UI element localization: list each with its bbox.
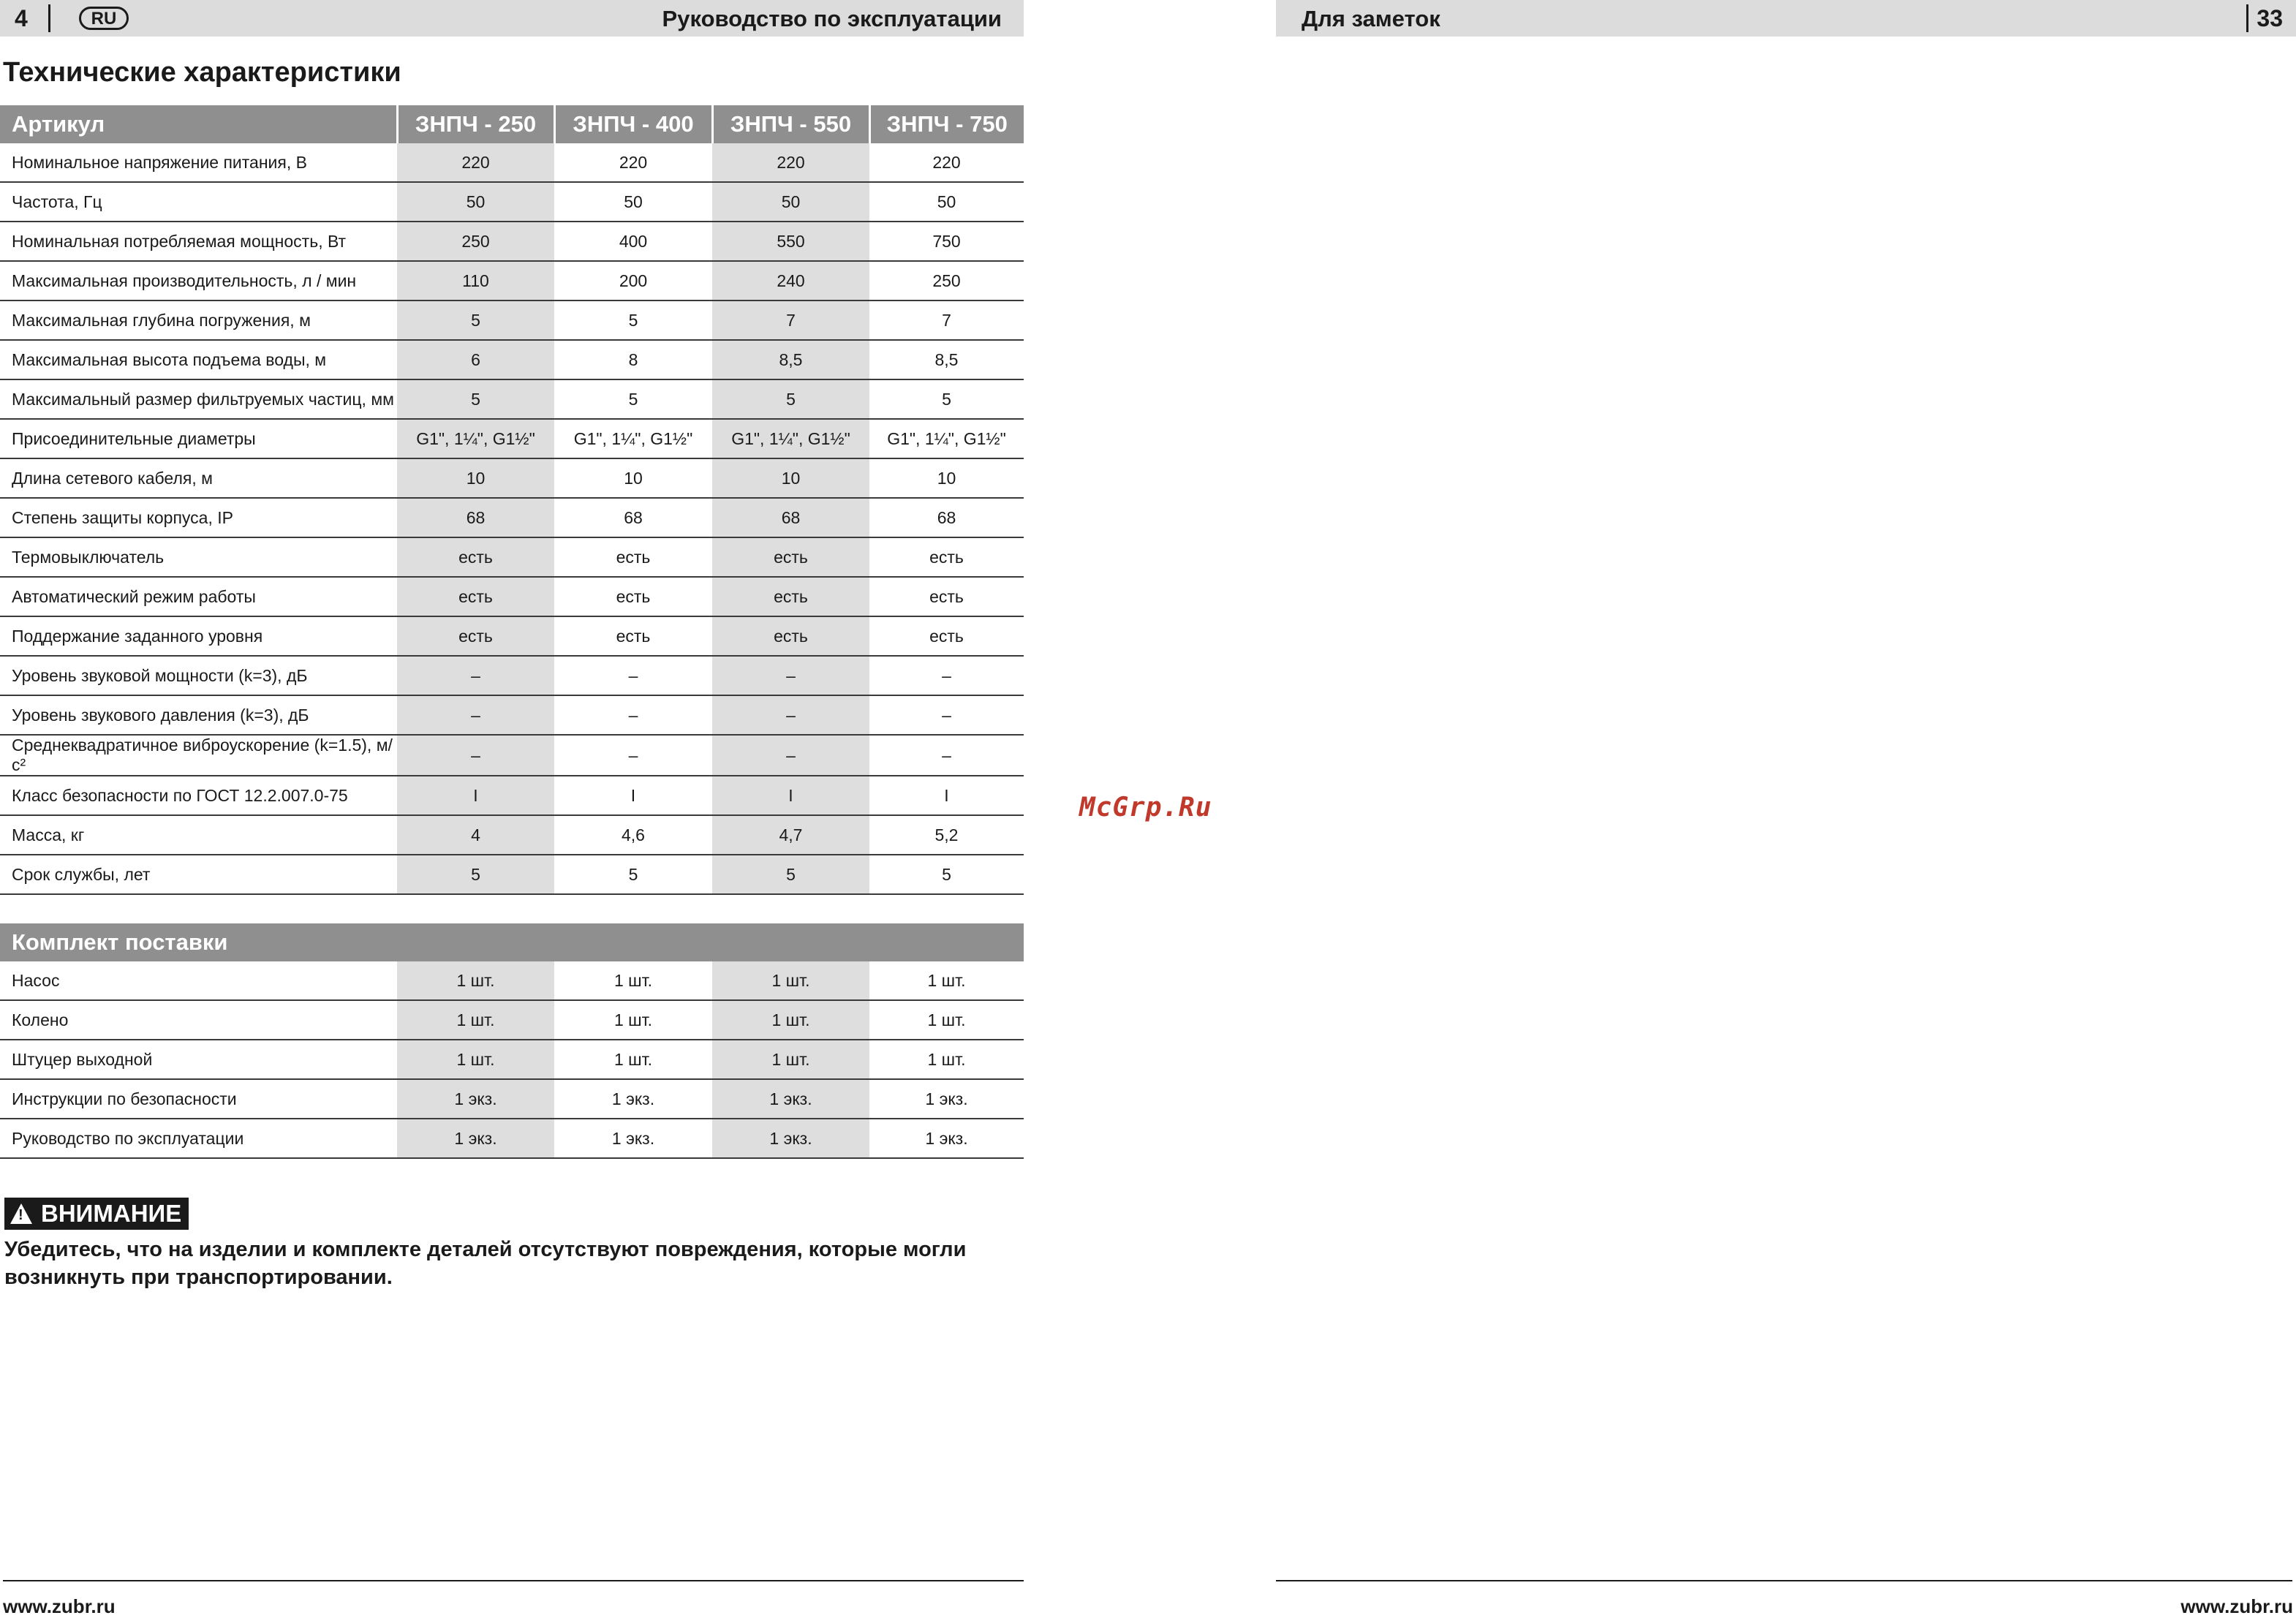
row-label: Колено: [0, 1000, 397, 1040]
cell-value: 10: [869, 458, 1024, 498]
row-label: Масса, кг: [0, 815, 397, 855]
cell-value: 5: [554, 379, 712, 419]
header-separator: [48, 4, 50, 32]
cell-value: 4: [397, 815, 554, 855]
table-row: [0, 143, 1024, 182]
cell-value: 5: [712, 855, 869, 894]
cell-value: 5: [554, 300, 712, 340]
page-number-left: 4: [15, 5, 28, 31]
cell-value: 6: [397, 340, 554, 379]
cell-value: есть: [554, 616, 712, 656]
cell-value: 50: [712, 182, 869, 222]
cell-value: есть: [869, 616, 1024, 656]
cell-value: 1 шт.: [869, 961, 1024, 1000]
footer-rule-left: [3, 1580, 1024, 1581]
table-row: [0, 1119, 1024, 1158]
cell-value: 8,5: [712, 340, 869, 379]
cell-value: –: [554, 656, 712, 695]
cell-value: –: [712, 656, 869, 695]
cell-value: 550: [712, 222, 869, 261]
cell-value: –: [712, 735, 869, 776]
notes-header-title: Для заметок: [1302, 6, 1440, 31]
row-label: Среднеквадратичное виброускорение (k=1.5), м/с²: [0, 735, 397, 776]
spec-table: [0, 105, 1024, 895]
cell-value: 50: [869, 182, 1024, 222]
table-row: [0, 498, 1024, 537]
cell-value: 220: [712, 143, 869, 182]
warning-text: Убедитесь, что на изделии и комплекте деталей отсутствуют повреждения, которые могли возникнуть при транспортировании.: [4, 1238, 967, 1289]
right-page: [1276, 0, 2296, 1615]
cell-value: 5,2: [869, 815, 1024, 855]
row-label: Штуцер выходной: [0, 1040, 397, 1079]
kit-table: [0, 923, 1024, 1159]
cell-value: 5: [397, 300, 554, 340]
table-row: [0, 300, 1024, 340]
left-page: [0, 0, 1024, 1615]
footer-rule-right: [1276, 1580, 2292, 1581]
cell-value: 10: [712, 458, 869, 498]
table-row: [0, 182, 1024, 222]
cell-value: 5: [712, 379, 869, 419]
row-label: Максимальная глубина погружения, м: [0, 300, 397, 340]
cell-value: 5: [397, 379, 554, 419]
cell-value: 220: [397, 143, 554, 182]
row-label: Автоматический режим работы: [0, 577, 397, 616]
cell-value: 250: [869, 261, 1024, 300]
cell-value: 1 экз.: [397, 1079, 554, 1119]
cell-value: 68: [554, 498, 712, 537]
cell-value: есть: [397, 537, 554, 577]
cell-value: –: [397, 656, 554, 695]
row-label: Степень защиты корпуса, IP: [0, 498, 397, 537]
row-label: Максимальная производительность, л / мин: [0, 261, 397, 300]
cell-value: –: [397, 735, 554, 776]
row-label: Уровень звуковой мощности (k=3), дБ: [0, 656, 397, 695]
table-row: [0, 537, 1024, 577]
page-number-right: 33: [2257, 5, 2283, 31]
cell-value: 10: [554, 458, 712, 498]
table-row: [0, 1040, 1024, 1079]
cell-value: 1 экз.: [869, 1119, 1024, 1158]
table-row: [0, 340, 1024, 379]
row-label: Уровень звукового давления (k=3), дБ: [0, 695, 397, 735]
cell-value: 10: [397, 458, 554, 498]
cell-value: 50: [554, 182, 712, 222]
cell-value: 7: [869, 300, 1024, 340]
table-row: [0, 616, 1024, 656]
table-row: [0, 458, 1024, 498]
cell-value: G1", 1¼", G1½": [869, 419, 1024, 458]
row-label: Максимальный размер фильтруемых частиц, мм: [0, 379, 397, 419]
cell-value: 220: [554, 143, 712, 182]
table-row: [0, 1000, 1024, 1040]
row-label: Частота, Гц: [0, 182, 397, 222]
cell-value: G1", 1¼", G1½": [712, 419, 869, 458]
table-row: [0, 261, 1024, 300]
cell-value: –: [554, 695, 712, 735]
cell-value: 400: [554, 222, 712, 261]
table-row: [0, 815, 1024, 855]
footer-site-right[interactable]: www.zubr.ru: [2180, 1595, 2293, 1617]
cell-value: 4,6: [554, 815, 712, 855]
cell-value: 1 экз.: [397, 1119, 554, 1158]
cell-value: 110: [397, 261, 554, 300]
table-row: [0, 379, 1024, 419]
cell-value: 1 экз.: [869, 1079, 1024, 1119]
right-header-bar: [1276, 0, 2296, 37]
table-row: [0, 1079, 1024, 1119]
warning-triangle-icon: [10, 1203, 32, 1224]
cell-value: I: [712, 776, 869, 815]
cell-value: есть: [869, 537, 1024, 577]
cell-value: есть: [712, 577, 869, 616]
row-label: Длина сетевого кабеля, м: [0, 458, 397, 498]
language-badge: RU: [79, 7, 129, 30]
table-row: [0, 577, 1024, 616]
cell-value: 8,5: [869, 340, 1024, 379]
cell-value: 1 шт.: [554, 1000, 712, 1040]
cell-value: 7: [712, 300, 869, 340]
cell-value: есть: [554, 537, 712, 577]
cell-value: есть: [712, 537, 869, 577]
cell-value: 5: [397, 855, 554, 894]
table-row: [0, 656, 1024, 695]
cell-value: есть: [397, 577, 554, 616]
cell-value: 1 шт.: [554, 961, 712, 1000]
cell-value: 1 экз.: [712, 1119, 869, 1158]
cell-value: 1 шт.: [712, 1000, 869, 1040]
cell-value: есть: [397, 616, 554, 656]
cell-value: есть: [712, 616, 869, 656]
row-label: Номинальное напряжение питания, В: [0, 143, 397, 182]
cell-value: 1 шт.: [712, 1040, 869, 1079]
cell-value: G1", 1¼", G1½": [554, 419, 712, 458]
warning-label: ВНИМАНИЕ: [41, 1200, 182, 1227]
row-label: Насос: [0, 961, 397, 1000]
cell-value: 68: [397, 498, 554, 537]
table-row: [0, 776, 1024, 815]
cell-value: –: [554, 735, 712, 776]
spec-table-header: [0, 105, 1024, 143]
cell-value: 1 шт.: [869, 1040, 1024, 1079]
cell-value: 1 экз.: [554, 1119, 712, 1158]
left-header-bar: [0, 0, 1024, 37]
table-row: [0, 695, 1024, 735]
header-model-3: ЗНПЧ - 550: [712, 105, 869, 143]
cell-value: 250: [397, 222, 554, 261]
cell-value: 240: [712, 261, 869, 300]
cell-value: 1 шт.: [397, 1040, 554, 1079]
cell-value: 1 шт.: [397, 961, 554, 1000]
header-article: Артикул: [0, 105, 397, 143]
row-label: Поддержание заданного уровня: [0, 616, 397, 656]
cell-value: 68: [712, 498, 869, 537]
cell-value: 750: [869, 222, 1024, 261]
cell-value: I: [554, 776, 712, 815]
cell-value: –: [397, 695, 554, 735]
warning-badge: [4, 1198, 189, 1230]
header-model-2: ЗНПЧ - 400: [554, 105, 712, 143]
header-model-4: ЗНПЧ - 750: [869, 105, 1024, 143]
cell-value: есть: [869, 577, 1024, 616]
cell-value: –: [712, 695, 869, 735]
footer-site-left[interactable]: www.zubr.ru: [3, 1595, 116, 1617]
cell-value: –: [869, 695, 1024, 735]
table-row: [0, 961, 1024, 1000]
cell-value: есть: [554, 577, 712, 616]
cell-value: 5: [554, 855, 712, 894]
cell-value: 5: [869, 855, 1024, 894]
cell-value: 50: [397, 182, 554, 222]
cell-value: 1 шт.: [712, 961, 869, 1000]
header-model-1: ЗНПЧ - 250: [397, 105, 554, 143]
cell-value: 200: [554, 261, 712, 300]
table-row: [0, 855, 1024, 894]
cell-value: 5: [869, 379, 1024, 419]
row-label: Номинальная потребляемая мощность, Вт: [0, 222, 397, 261]
row-label: Инструкции по безопасности: [0, 1079, 397, 1119]
cell-value: 220: [869, 143, 1024, 182]
cell-value: 68: [869, 498, 1024, 537]
cell-value: –: [869, 656, 1024, 695]
row-label: Максимальная высота подъема воды, м: [0, 340, 397, 379]
row-label: Присоединительные диаметры: [0, 419, 397, 458]
table-row: [0, 735, 1024, 776]
row-label: Срок службы, лет: [0, 855, 397, 894]
cell-value: 1 шт.: [397, 1000, 554, 1040]
table-row: [0, 222, 1024, 261]
cell-value: I: [869, 776, 1024, 815]
cell-value: G1", 1¼", G1½": [397, 419, 554, 458]
header-separator-right: [2246, 4, 2248, 32]
manual-header-title: Руководство по эксплуатации: [662, 6, 1002, 31]
table-row: [0, 419, 1024, 458]
cell-value: 1 шт.: [554, 1040, 712, 1079]
row-label: Класс безопасности по ГОСТ 12.2.007.0-75: [0, 776, 397, 815]
cell-value: 1 экз.: [554, 1079, 712, 1119]
cell-value: 4,7: [712, 815, 869, 855]
cell-value: I: [397, 776, 554, 815]
cell-value: 1 шт.: [869, 1000, 1024, 1040]
cell-value: 8: [554, 340, 712, 379]
row-label: Термовыключатель: [0, 537, 397, 577]
row-label: Руководство по эксплуатации: [0, 1119, 397, 1158]
section-title: Технические характеристики: [3, 57, 401, 88]
watermark-text: McGrp.Ru: [1079, 793, 1212, 823]
cell-value: 1 экз.: [712, 1079, 869, 1119]
kit-table-title: Комплект поставки: [0, 923, 1024, 961]
cell-value: –: [869, 735, 1024, 776]
